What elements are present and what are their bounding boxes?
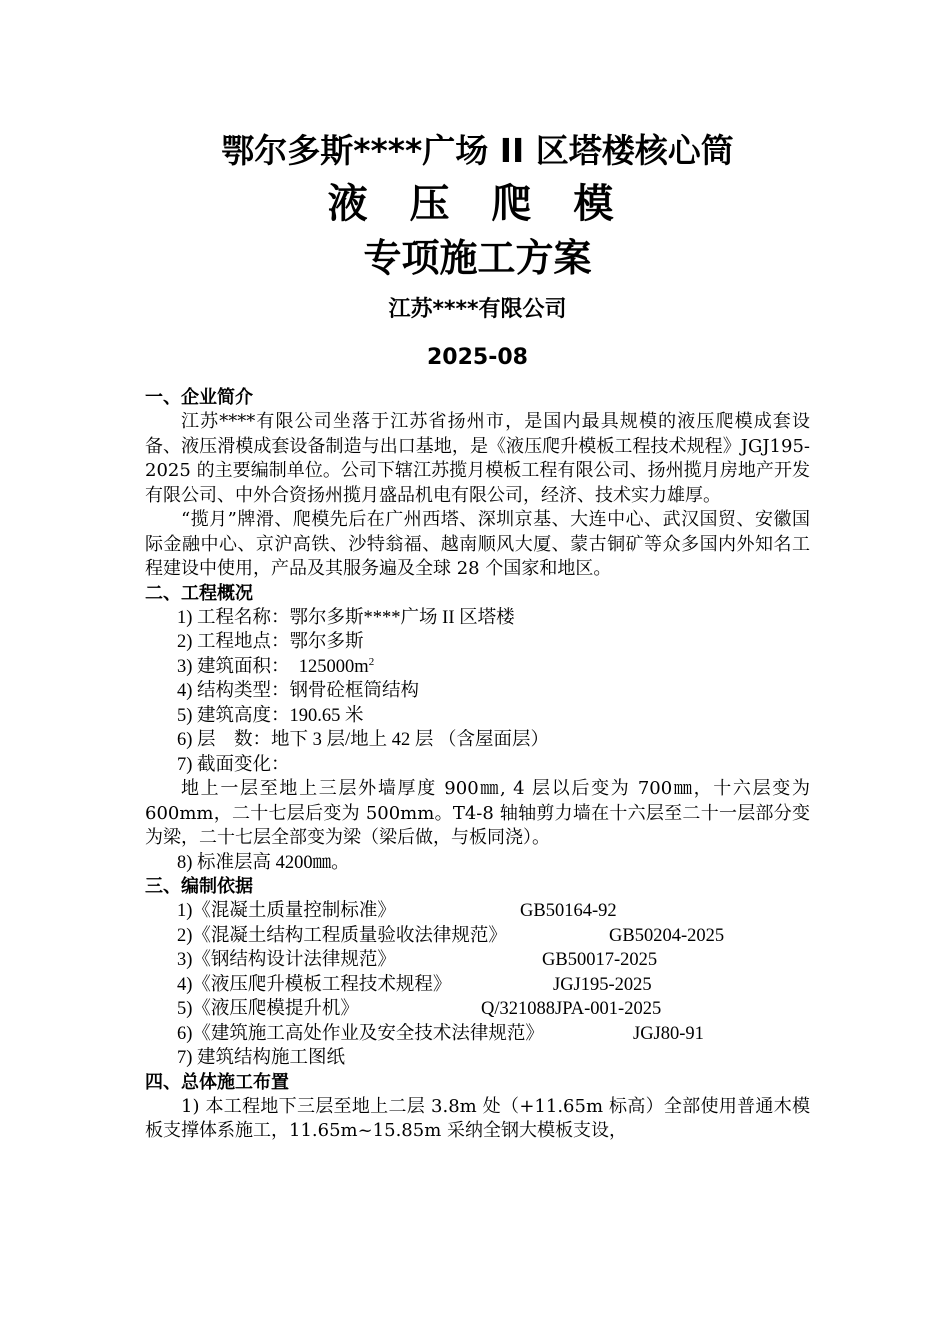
reference-code: GB50204-2025 bbox=[609, 925, 725, 946]
reference-list bbox=[145, 899, 810, 1071]
reference-name: 1)《混凝土质量控制标准》 bbox=[177, 901, 396, 921]
section-heading-references: 三、编制依据 bbox=[145, 876, 253, 897]
floor-count-item: 6) 层 数：地下 3 层/地上 42 层 （含屋面层） bbox=[177, 730, 550, 750]
reference-item bbox=[145, 973, 810, 998]
reference-name: 5)《液压爬模提升机》 bbox=[177, 999, 359, 1019]
construction-layout-paragraph: 1) 本工程地下三层至地上二层 3.8m 处（+11.65m 标高）全部使用普通木模板支撑体系施工，11.65m~15.85m 采纳全钢大模板支设， bbox=[145, 1095, 810, 1141]
section-change-item: 7) 截面变化： bbox=[177, 754, 290, 775]
section-heading-project-overview: 二、工程概况 bbox=[145, 582, 253, 604]
building-area-item bbox=[145, 655, 810, 680]
building-area-text: 3) 建筑面积： 125000m bbox=[177, 656, 369, 677]
section-change-paragraph: 地上一层至地上三层外墙厚度 900㎜, 4 层以后变为 700㎜，十六层变为 600mm，二十七层后变为 500mm。T4-8 轴轴剪力墙在十六层至二十一层部分变为梁，二十七层全部变为梁（梁后做，与板同浇）。 bbox=[145, 778, 810, 848]
reference-name: 6)《建筑施工高处作业及安全技术法律规范》 bbox=[177, 1023, 544, 1044]
reference-item bbox=[145, 899, 810, 924]
reference-name: 2)《混凝土结构工程质量验收法律规范》 bbox=[177, 925, 507, 946]
reference-code: GB50017-2025 bbox=[542, 950, 658, 970]
section-heading-company-intro: 一、企业简介 bbox=[145, 387, 253, 408]
scheme-title: 液 压 爬 模 bbox=[327, 181, 628, 227]
reference-item bbox=[145, 1046, 810, 1071]
reference-name: 3)《钢结构设计法律规范》 bbox=[177, 950, 396, 970]
area-unit-superscript: 2 bbox=[368, 655, 375, 668]
reference-item bbox=[145, 997, 810, 1022]
reference-code: GB50164-92 bbox=[520, 901, 617, 921]
project-location-item: 2) 工程地点：鄂尔多斯 bbox=[177, 632, 364, 652]
reference-name: 4)《液压爬升模板工程技术规程》 bbox=[177, 974, 452, 995]
document-content bbox=[145, 126, 810, 1144]
scheme-subtitle: 专项施工方案 bbox=[363, 236, 592, 280]
company-intro-paragraph-2: “揽月”牌滑、爬模先后在广州西塔、深圳京基、大连中心、武汉国贸、安徽国际金融中心、京沪高铁、沙特翁福、越南顺风大厦、蒙古铜矿等众多国内外知名工程建设中使用，产品及其服务遍及全球 28 个国家和地区。 bbox=[145, 509, 810, 579]
reference-item bbox=[145, 924, 810, 949]
reference-name: 7) 建筑结构施工图纸 bbox=[177, 1048, 346, 1068]
structure-type-item: 4) 结构类型：钢骨砼框筒结构 bbox=[177, 681, 420, 701]
building-height-item: 5) 建筑高度：190.65 米 bbox=[177, 705, 364, 726]
company-intro-paragraph-1: 江苏****有限公司坐落于江苏省扬州市，是国内最具规模的液压爬模成套设备、液压滑模成套设备制造与出口基地，是《液压爬升模板工程技术规程》JGJ195-2025 的主要编制单位。公司下辖江苏揽月模板工程有限公司、扬州揽月房地产开发有限公司、中外合资扬州揽月盛品机电有限公司，经济、技术实力雄厚。 bbox=[145, 411, 810, 506]
reference-code: JGJ80-91 bbox=[633, 1023, 704, 1044]
reference-code: Q/321088JPA-001-2025 bbox=[481, 999, 662, 1019]
project-title: 鄂尔多斯****广场 II 区塔楼核心筒 bbox=[221, 131, 734, 170]
project-name-item: 1) 工程名称：鄂尔多斯****广场 II 区塔楼 bbox=[177, 607, 515, 628]
company-name: 江苏****有限公司 bbox=[388, 297, 567, 322]
reference-code: JGJ195-2025 bbox=[553, 974, 652, 995]
section-heading-construction-layout: 四、总体施工布置 bbox=[145, 1071, 289, 1093]
reference-item bbox=[145, 948, 810, 973]
floor-height-item: 8) 标准层高 4200㎜。 bbox=[177, 852, 350, 873]
reference-item bbox=[145, 1022, 810, 1047]
document-date: 2025-08 bbox=[427, 345, 528, 370]
